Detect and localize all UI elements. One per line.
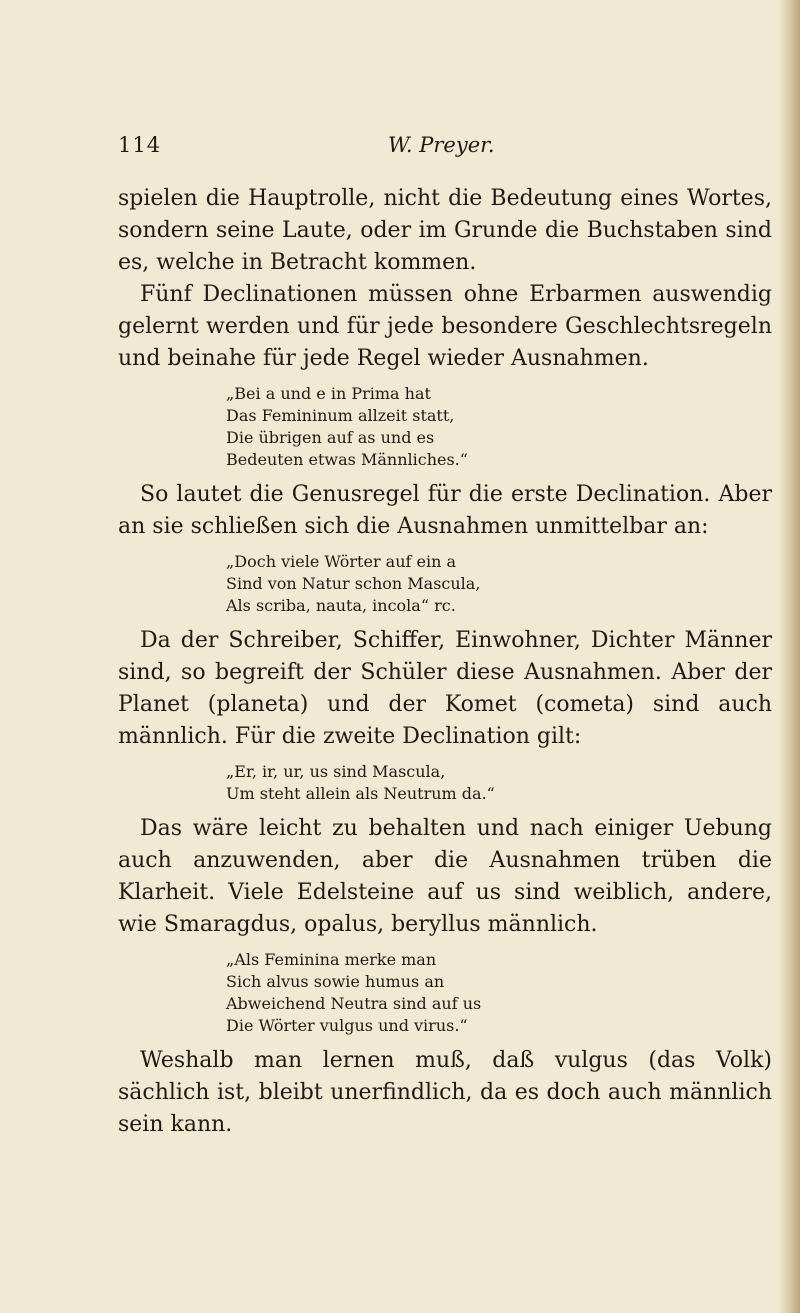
page-header [118, 133, 770, 163]
verse-line: Als scriba, nauta, incola“ rc. [226, 596, 456, 615]
verse-line: Sich alvus sowie humus an [226, 972, 445, 991]
verse-line: Um steht allein als Neutrum da.“ [226, 784, 495, 803]
page-edge-shadow [778, 0, 800, 1313]
verse-line: „Als Feminina merke man [226, 950, 437, 969]
verse-block-2 [226, 551, 772, 617]
paragraph-1: spielen die Hauptrolle, nicht die Bedeutung eines Wortes, sondern seine Laute, oder im Grunde die Buchstaben sind es, welche in Betracht kommen. [118, 186, 772, 275]
running-head: W. Preyer. [388, 133, 495, 157]
paragraph-4: Da der Schreiber, Schiffer, Einwohner, Dichter Männer sind, so begreift der Schüler diese Ausnahmen. Aber der Planet (planeta) und der Komet (cometa) sind auch männlich. Für die zweite Declination gilt: [118, 628, 772, 749]
verse-line: „Bei a und e in Prima hat [226, 384, 431, 403]
verse-block-3 [226, 761, 772, 805]
verse-line: Sind von Natur schon Mascula, [226, 574, 481, 593]
paragraph-2: Fünf Declinationen müssen ohne Erbarmen auswendig gelernt werden und für jede besondere Geschlechtsregeln und beinahe für jede Regel wieder Ausnahmen. [118, 282, 772, 371]
page-body [118, 183, 772, 1141]
paragraph-3: So lautet die Genusregel für die erste Declination. Aber an sie schließen sich die Ausnahmen unmittelbar an: [118, 482, 772, 539]
verse-block-4 [226, 949, 772, 1037]
verse-line: „Er, ir, ur, us sind Mascula, [226, 762, 446, 781]
paragraph-5: Das wäre leicht zu behalten und nach einiger Uebung auch anzuwenden, aber die Ausnahmen trüben die Klarheit. Viele Edelsteine auf us sind weiblich, andere, wie Smaragdus, opalus, beryllus männlich. [118, 816, 772, 937]
verse-line: Das Femininum allzeit statt, [226, 406, 455, 425]
verse-line: „Doch viele Wörter auf ein a [226, 552, 457, 571]
verse-block-1 [226, 383, 772, 471]
paragraph-6: Weshalb man lernen muß, daß vulgus (das Volk) sächlich ist, bleibt unerfindlich, da es doch auch männlich sein kann. [118, 1048, 772, 1137]
verse-line: Bedeuten etwas Männliches.“ [226, 450, 468, 469]
verse-line: Abweichend Neutra sind auf us [226, 994, 482, 1013]
verse-line: Die Wörter vulgus und virus.“ [226, 1016, 468, 1035]
page-number: 114 [118, 133, 162, 157]
verse-line: Die übrigen auf as und es [226, 428, 435, 447]
